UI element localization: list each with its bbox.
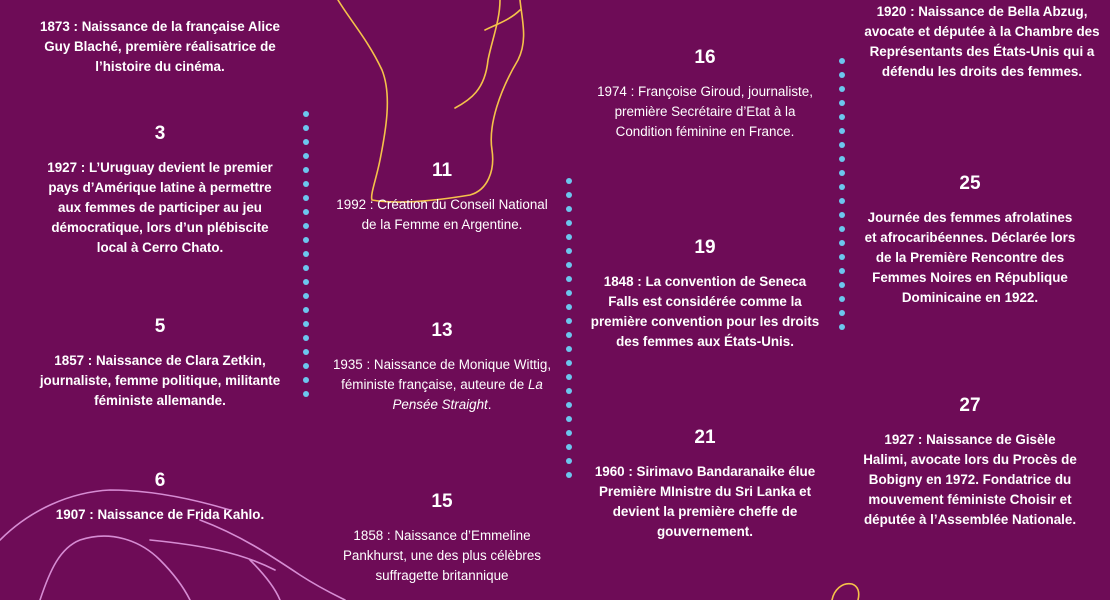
entry-day-13 [326, 320, 558, 415]
entry-day: 19 [694, 237, 716, 258]
entry-day: 15 [431, 491, 453, 512]
entry-day: 25 [959, 173, 981, 194]
entry-text: Journée des femmes afrolatines et afrocaribéennes. Déclarée lors de la Première Rencontre des Femmes Noires en République Dominicaine en 1922. [864, 210, 1076, 305]
entry-text: 1873 : Naissance de la française Alice Guy Blaché, première réalisatrice de l’histoire du cinéma. [40, 19, 280, 74]
entry-text: 1960 : Sirimavo Bandaranaike élue Première MInistre du Sri Lanka et devient la première cheffe de gouvernement. [594, 464, 816, 539]
entry-day: 3 [154, 123, 166, 144]
entry-1873 [40, 17, 280, 77]
entry-text: 1858 : Naissance d’Emmeline Pankhurst, une des plus célèbres suffragette britannique [342, 528, 541, 583]
entry-text: 1920 : Naissance de Bella Abzug, avocate et députée à la Chambre des Représentants des États-Unis qui a défendu les droits des femmes. [864, 4, 1100, 79]
entry-day-3 [38, 123, 282, 258]
entry-day: 27 [959, 395, 981, 416]
entry-day-21 [594, 427, 816, 542]
entry-text: 1848 : La convention de Seneca Falls est considérée comme la première convention pour les droits des femmes aux États-Unis. [590, 274, 820, 349]
entry-day-16 [590, 47, 820, 142]
dotted-separator-3 [838, 58, 846, 338]
entry-day: 21 [694, 427, 716, 448]
entry-text: 1927 : L’Uruguay devient le premier pays d’Amérique latine à permettre aux femmes de participer au jeu démocratique, lors d’un plébiscite local à Cerro Chato. [47, 160, 273, 255]
entry-text: 1907 : Naissance de Frida Kahlo. [55, 507, 265, 522]
entry-day-19 [590, 237, 820, 352]
entry-day-5 [30, 316, 290, 411]
entry-1920 [862, 2, 1102, 82]
entry-day: 13 [431, 320, 453, 341]
entry-day: 16 [694, 47, 716, 68]
dotted-separator-2 [565, 178, 573, 486]
entry-text: 1935 : Naissance de Monique Wittig, féministe française, auteure de La Pensée Straight. [332, 357, 552, 412]
dotted-separator-1 [302, 111, 310, 405]
entry-day: 11 [431, 160, 453, 181]
entry-day-27 [862, 395, 1078, 530]
book-title: La Pensée Straight [392, 377, 543, 412]
entry-day: 6 [154, 470, 166, 491]
entry-day-6 [30, 470, 290, 525]
entry-text: 1857 : Naissance de Clara Zetkin, journaliste, femme politique, militante féministe allemande. [39, 353, 281, 408]
entry-day: 5 [154, 316, 166, 337]
entry-day-25 [862, 173, 1078, 308]
entry-text: 1927 : Naissance de Gisèle Halimi, avocate lors du Procès de Bobigny en 1972. Fondatrice du mouvement féministe Choisir et députée à l’Assemblée Nationale. [863, 432, 1077, 527]
entry-day-11 [330, 160, 554, 235]
entry-day-15 [326, 491, 558, 586]
entry-text: 1974 : Françoise Giroud, journaliste, première Secrétaire d’Etat à la Condition féminine en France. [597, 84, 813, 139]
entry-text: 1992 : Création du Conseil National de la Femme en Argentine. [336, 197, 548, 232]
